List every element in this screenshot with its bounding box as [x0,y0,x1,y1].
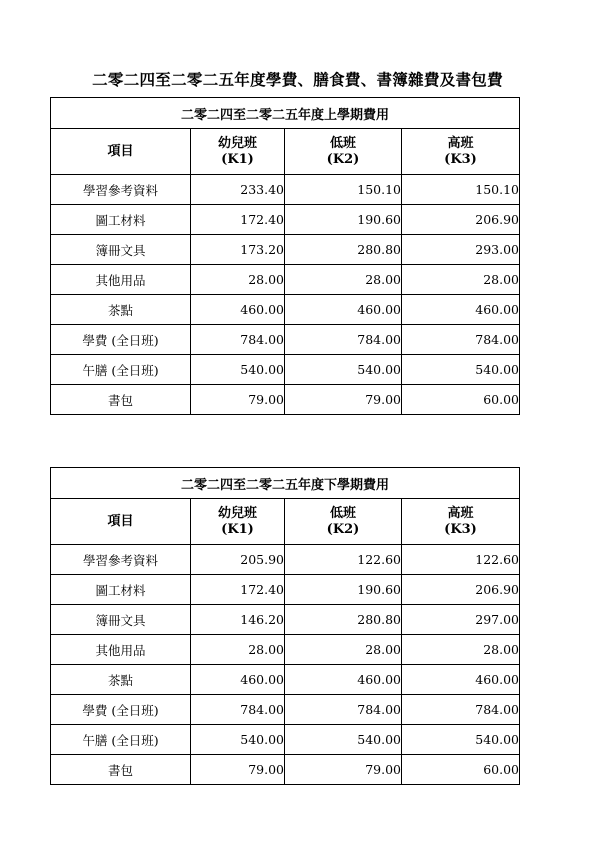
item-cell: 學習參考資料 [51,545,191,575]
column-header-item: 項目 [51,499,191,545]
k3-fee-cell: 60.00 [402,755,520,785]
item-cell: 書包 [51,385,191,415]
table-row [51,725,520,755]
k2-fee-cell: 280.80 [285,235,402,265]
column-header-k1: 幼兒班 (K1) [191,129,285,175]
table-row [51,755,520,785]
item-cell: 簿冊文具 [51,235,191,265]
table-row [51,665,520,695]
k3-fee-cell: 540.00 [402,355,520,385]
k1-fee-cell: 172.40 [191,205,285,235]
k1-fee-cell: 79.00 [191,385,285,415]
k2-fee-cell: 540.00 [285,725,402,755]
table-row [51,635,520,665]
k3-fee-cell: 28.00 [402,635,520,665]
table-row [51,545,520,575]
item-cell: 午膳 (全日班) [51,725,191,755]
k1-fee-cell: 173.20 [191,235,285,265]
k2-fee-cell: 79.00 [285,385,402,415]
k1-fee-cell: 460.00 [191,665,285,695]
item-cell: 茶點 [51,295,191,325]
table-row [51,295,520,325]
table-row [51,205,520,235]
k2-fee-cell: 280.80 [285,605,402,635]
k3-fee-cell: 540.00 [402,725,520,755]
k2-fee-cell: 150.10 [285,175,402,205]
first-term-fee-table [50,97,520,415]
item-cell: 學費 (全日班) [51,325,191,355]
k3-fee-cell: 784.00 [402,325,520,355]
k1-fee-cell: 28.00 [191,635,285,665]
k3-fee-cell: 60.00 [402,385,520,415]
column-header-item: 項目 [51,129,191,175]
k2-fee-cell: 28.00 [285,265,402,295]
item-cell: 學費 (全日班) [51,695,191,725]
k2-fee-cell: 784.00 [285,325,402,355]
page-title: 二零二四至二零二五年度學費、膳食費、書簿雜費及書包費 [92,70,503,89]
k1-fee-cell: 172.40 [191,575,285,605]
item-cell: 其他用品 [51,635,191,665]
k3-fee-cell: 28.00 [402,265,520,295]
item-cell: 圖工材料 [51,205,191,235]
k3-fee-cell: 206.90 [402,205,520,235]
k1-fee-cell: 540.00 [191,355,285,385]
item-cell: 學習參考資料 [51,175,191,205]
k2-fee-cell: 190.60 [285,205,402,235]
k3-fee-cell: 293.00 [402,235,520,265]
column-header-k2: 低班 (K2) [285,499,402,545]
k3-fee-cell: 122.60 [402,545,520,575]
column-header-k3: 高班 (K3) [402,129,520,175]
k2-fee-cell: 122.60 [285,545,402,575]
k3-fee-cell: 460.00 [402,295,520,325]
column-header-k3: 高班 (K3) [402,499,520,545]
k1-fee-cell: 784.00 [191,325,285,355]
table-row [51,605,520,635]
item-cell: 茶點 [51,665,191,695]
k1-fee-cell: 146.20 [191,605,285,635]
k1-fee-cell: 28.00 [191,265,285,295]
k1-fee-cell: 233.40 [191,175,285,205]
k2-fee-cell: 28.00 [285,635,402,665]
k3-fee-cell: 206.90 [402,575,520,605]
k3-fee-cell: 460.00 [402,665,520,695]
table-row [51,695,520,725]
k2-fee-cell: 460.00 [285,665,402,695]
item-cell: 圖工材料 [51,575,191,605]
k1-fee-cell: 205.90 [191,545,285,575]
k2-fee-cell: 540.00 [285,355,402,385]
k2-fee-cell: 784.00 [285,695,402,725]
k3-fee-cell: 784.00 [402,695,520,725]
item-cell: 其他用品 [51,265,191,295]
table-row [51,355,520,385]
item-cell: 書包 [51,755,191,785]
second-term-fee-table [50,467,520,785]
table-caption: 二零二四至二零二五年度上學期費用 [51,98,520,129]
table-row [51,575,520,605]
column-header-k1: 幼兒班 (K1) [191,499,285,545]
k1-fee-cell: 540.00 [191,725,285,755]
k3-fee-cell: 150.10 [402,175,520,205]
table-row [51,325,520,355]
item-cell: 午膳 (全日班) [51,355,191,385]
table-row [51,265,520,295]
table-caption: 二零二四至二零二五年度下學期費用 [51,468,520,499]
table-row [51,385,520,415]
k1-fee-cell: 784.00 [191,695,285,725]
table-row [51,235,520,265]
table-row [51,175,520,205]
k3-fee-cell: 297.00 [402,605,520,635]
k1-fee-cell: 79.00 [191,755,285,785]
k1-fee-cell: 460.00 [191,295,285,325]
column-header-k2: 低班 (K2) [285,129,402,175]
k2-fee-cell: 460.00 [285,295,402,325]
k2-fee-cell: 190.60 [285,575,402,605]
k2-fee-cell: 79.00 [285,755,402,785]
item-cell: 簿冊文具 [51,605,191,635]
